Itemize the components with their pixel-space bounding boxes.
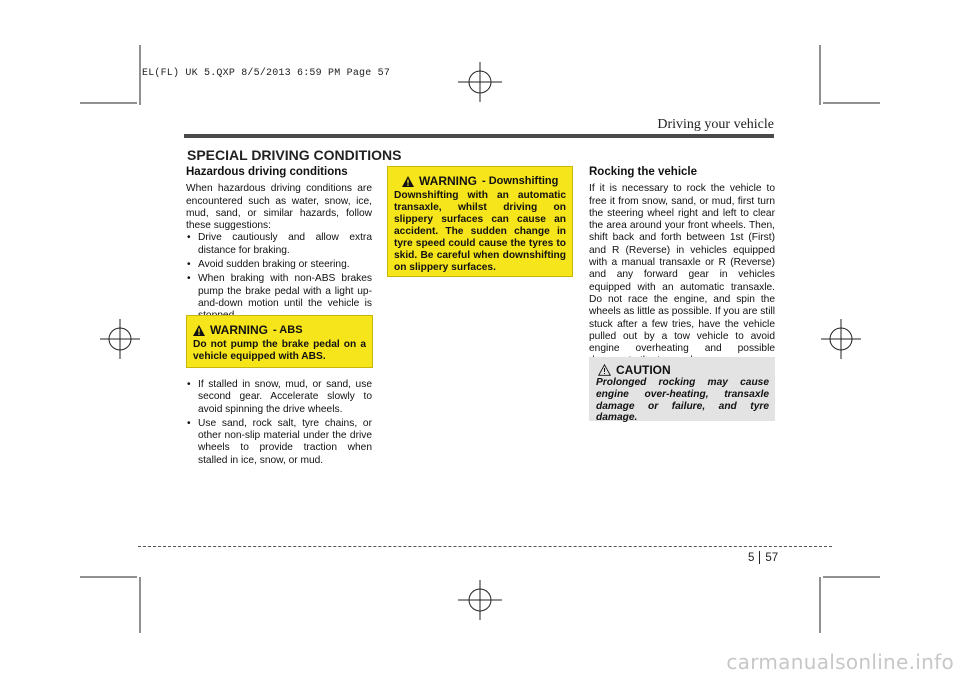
registration-mark-top	[458, 62, 502, 102]
rocking-vehicle-heading: Rocking the vehicle	[589, 166, 698, 178]
chapter-title: Driving your vehicle	[657, 117, 774, 132]
chapter-number: 5	[748, 551, 755, 564]
downshifting-warning-body: Downshifting with an automatic transaxle, whilst driving on slippery surfaces can cause an accident. The sudden change in tyre speed could cause the tyres to skid. Be careful when downshifting on slippery surfaces.	[394, 190, 566, 273]
warning-label: WARNING	[419, 174, 477, 188]
section-heading: SPECIAL DRIVING CONDITIONS	[187, 147, 402, 163]
crop-mark-top-left	[80, 45, 140, 105]
hazardous-intro: When hazardous driving conditions are encountered such as water, snow, ice, mud, sand, or similar hazards, follow these suggestions:	[186, 183, 372, 232]
list-item: • Avoid sudden braking or steering.	[186, 259, 372, 271]
abs-warning-box	[186, 315, 373, 368]
footer-rule	[138, 546, 832, 547]
left-column	[186, 166, 372, 325]
hazardous-conditions-heading: Hazardous driving conditions	[186, 166, 348, 178]
hazard-tips-list-top	[186, 232, 372, 322]
caution-label: CAUTION	[616, 363, 671, 377]
list-item: • Drive cautiously and allow extra distance for braking.	[186, 232, 372, 257]
warning-label: WARNING	[210, 323, 268, 337]
rocking-vehicle-body: If it is necessary to rock the vehicle to free it from snow, sand, or mud, first turn the steering wheel right and left to clear the area around your front wheels. Then, shift back and forth between 1st (First) and R (Reverse) in vehicles equipped with a manual transaxle or R (Reverse) and any forward gear in vehicles equipped with an automatic transaxle. Do not race the engine, and spin the wheels as little as possible. If you are still stuck after a few tries, have the vehicle pulled out by a tow vehicle to avoid engine overheating and possible	[589, 183, 775, 355]
registration-mark-bottom	[458, 580, 502, 620]
crop-mark-top-right	[820, 45, 880, 105]
caution-title	[598, 363, 769, 377]
downshifting-warning-box	[387, 166, 573, 277]
abs-warning-title	[193, 323, 366, 337]
page-number	[748, 551, 778, 564]
abs-warning-body: Do not pump the brake pedal on a vehicle equipped with ABS.	[193, 339, 366, 362]
caution-box	[589, 357, 775, 424]
page-number-value: 57	[765, 551, 779, 564]
crop-mark-bottom-left	[80, 577, 140, 633]
list-item: • When braking with non-ABS brakes pump the brake pedal with a light up-and-down motion until the vehicle is	[186, 273, 372, 322]
caution-triangle-icon	[598, 364, 611, 376]
warning-triangle-icon	[193, 325, 205, 336]
warning-subject: - ABS	[273, 324, 303, 336]
registration-mark-right	[821, 319, 861, 359]
warning-subject: - Downshifting	[482, 175, 559, 187]
print-slug: EL(FL) UK 5.QXP 8/5/2013 6:59 PM Page 57	[142, 68, 391, 79]
warning-triangle-icon	[402, 176, 414, 187]
crop-mark-bottom-right	[820, 577, 880, 633]
page-number-separator	[759, 551, 760, 564]
registration-mark-left	[100, 319, 140, 359]
right-column	[589, 166, 775, 368]
caution-body: Prolonged rocking may cause engine over-heating, transaxle damage or failure, and tyre damage.	[596, 377, 769, 424]
downshifting-warning-title	[402, 174, 566, 188]
hazard-tips-list-bottom	[186, 379, 372, 467]
list-item: • If stalled in snow, mud, or sand, use second gear. Accelerate slowly to avoid spinning the drive wheels.	[186, 379, 372, 416]
left-column-lower	[186, 379, 372, 469]
header-rule	[184, 134, 774, 138]
list-item: • Use sand, rock salt, tyre chains, or other non-slip material under the drive wheels to provide traction when stalled in ice, snow, or mud.	[186, 418, 372, 467]
watermark: carmanualsonline.info	[726, 650, 954, 674]
